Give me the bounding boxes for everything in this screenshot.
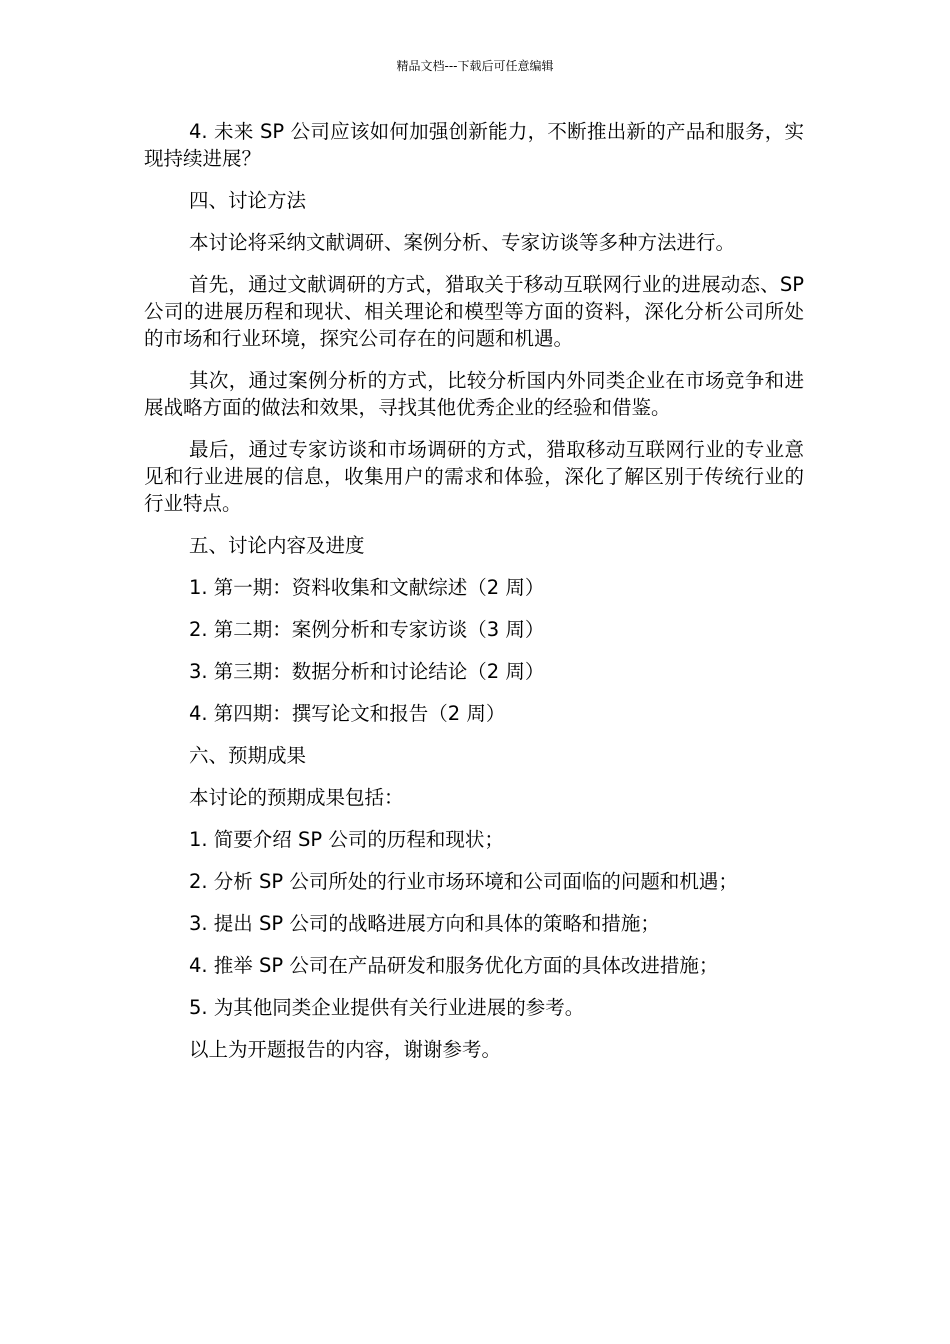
paragraph-literature-review: 首先，通过文献调研的方式，猎取关于移动互联网行业的进展动态、SP 公司的进展历程和现状、相关理论和模型等方面的资料，深化分析公司所处的市场和行业环境，探究公司存在的问题和机遇。 xyxy=(144,273,804,350)
schedule-item-3: 3. 第三期：数据分析和讨论结论（2 周） xyxy=(189,660,545,683)
outcome-item-2: 2. 分析 SP 公司所处的行业市场环境和公司面临的问题和机遇； xyxy=(189,870,738,893)
section-heading-outcomes: 六、预期成果 xyxy=(189,744,307,767)
schedule-item-2: 2. 第二期：案例分析和专家访谈（3 周） xyxy=(189,618,545,641)
paragraph-outcomes-intro: 本讨论的预期成果包括： xyxy=(189,786,404,809)
outcome-item-5: 5. 为其他同类企业提供有关行业进展的参考。 xyxy=(189,996,585,1019)
page-header: 精品文档---下载后可任意编辑 xyxy=(396,59,554,73)
schedule-item-1: 1. 第一期：资料收集和文献综述（2 周） xyxy=(189,576,545,599)
section-heading-methods: 四、讨论方法 xyxy=(189,189,307,212)
paragraph-expert-interview: 最后，通过专家访谈和市场调研的方式，猎取移动互联网行业的专业意见和行业进展的信息，收集用户的需求和体验，深化了解区别于传统行业的行业特点。 xyxy=(144,438,804,515)
outcome-item-3: 3. 提出 SP 公司的战略进展方向和具体的策略和措施； xyxy=(189,912,660,935)
closing-line: 以上为开题报告的内容，谢谢参考。 xyxy=(189,1038,502,1061)
paragraph-methods-intro: 本讨论将采纳文献调研、案例分析、专家访谈等多种方法进行。 xyxy=(189,231,736,254)
section-heading-schedule: 五、讨论内容及进度 xyxy=(189,534,365,557)
outcome-item-1: 1. 简要介绍 SP 公司的历程和现状； xyxy=(189,828,504,851)
paragraph-case-analysis: 其次，通过案例分析的方式，比较分析国内外同类企业在市场竞争和进展战略方面的做法和效果，寻找其他优秀企业的经验和借鉴。 xyxy=(144,369,804,419)
document-body xyxy=(144,118,804,1078)
schedule-item-4: 4. 第四期：撰写论文和报告（2 周） xyxy=(189,702,506,725)
outcome-item-4: 4. 推举 SP 公司在产品研发和服务优化方面的具体改进措施； xyxy=(189,954,719,977)
paragraph-question-4: 4. 未来 SP 公司应该如何加强创新能力，不断推出新的产品和服务，实现持续进展？ xyxy=(144,120,804,170)
